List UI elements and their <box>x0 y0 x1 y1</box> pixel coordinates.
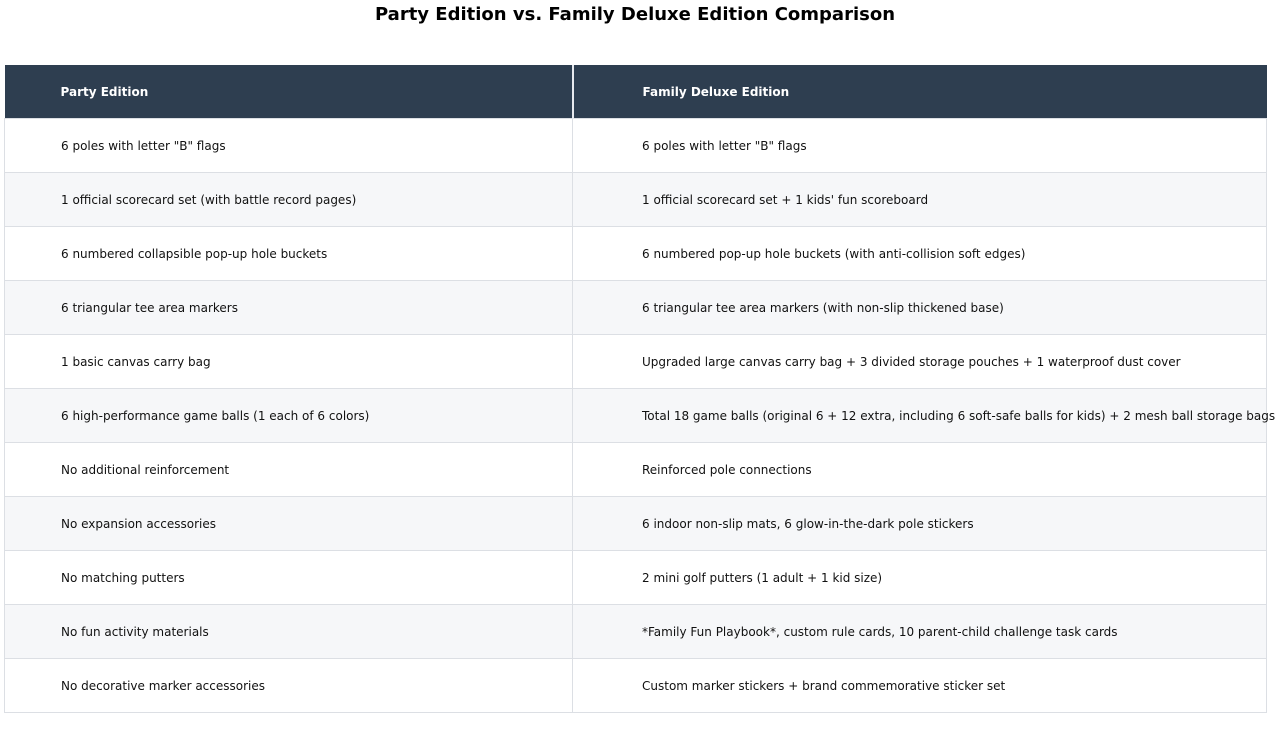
table-header-row <box>5 65 1267 119</box>
family-deluxe-edition-cell: 6 triangular tee area markers (with non-slip thickened base) <box>573 281 1267 335</box>
family-deluxe-edition-cell: 6 poles with letter "B" flags <box>573 119 1267 173</box>
column-header-family-deluxe-edition: Family Deluxe Edition <box>573 65 1267 119</box>
party-edition-cell: 6 triangular tee area markers <box>5 281 573 335</box>
family-deluxe-edition-cell: Upgraded large canvas carry bag + 3 divided storage pouches + 1 waterproof dust cover <box>573 335 1267 389</box>
table-row <box>5 443 1267 497</box>
table-row <box>5 389 1267 443</box>
family-deluxe-edition-cell: 2 mini golf putters (1 adult + 1 kid size) <box>573 551 1267 605</box>
party-edition-cell: No decorative marker accessories <box>5 659 573 713</box>
party-edition-cell: 6 high-performance game balls (1 each of 6 colors) <box>5 389 573 443</box>
page-title: Party Edition vs. Family Deluxe Edition Comparison <box>374 4 896 25</box>
family-deluxe-edition-cell: 1 official scorecard set + 1 kids' fun scoreboard <box>573 173 1267 227</box>
party-edition-cell: 1 basic canvas carry bag <box>5 335 573 389</box>
party-edition-cell: No matching putters <box>5 551 573 605</box>
party-edition-cell: No expansion accessories <box>5 497 573 551</box>
table-row <box>5 335 1267 389</box>
table-row <box>5 605 1267 659</box>
family-deluxe-edition-cell: Custom marker stickers + brand commemorative sticker set <box>573 659 1267 713</box>
party-edition-cell: 1 official scorecard set (with battle record pages) <box>5 173 573 227</box>
table-row <box>5 119 1267 173</box>
table-row <box>5 551 1267 605</box>
party-edition-cell: 6 poles with letter "B" flags <box>5 119 573 173</box>
table-row <box>5 281 1267 335</box>
party-edition-cell: No fun activity materials <box>5 605 573 659</box>
family-deluxe-edition-cell: Total 18 game balls (original 6 + 12 extra, including 6 soft-safe balls for kids) + 2 mesh ball storage bags <box>573 389 1267 443</box>
family-deluxe-edition-cell: Reinforced pole connections <box>573 443 1267 497</box>
column-header-party-edition: Party Edition <box>5 65 573 119</box>
table-row <box>5 659 1267 713</box>
party-edition-cell: No additional reinforcement <box>5 443 573 497</box>
family-deluxe-edition-cell: 6 indoor non-slip mats, 6 glow-in-the-dark pole stickers <box>573 497 1267 551</box>
family-deluxe-edition-cell: *Family Fun Playbook*, custom rule cards, 10 parent-child challenge task cards <box>573 605 1267 659</box>
table-row <box>5 173 1267 227</box>
comparison-table <box>4 65 1276 713</box>
table-row <box>5 227 1267 281</box>
table-row <box>5 497 1267 551</box>
family-deluxe-edition-cell: 6 numbered pop-up hole buckets (with anti-collision soft edges) <box>573 227 1267 281</box>
party-edition-cell: 6 numbered collapsible pop-up hole buckets <box>5 227 573 281</box>
